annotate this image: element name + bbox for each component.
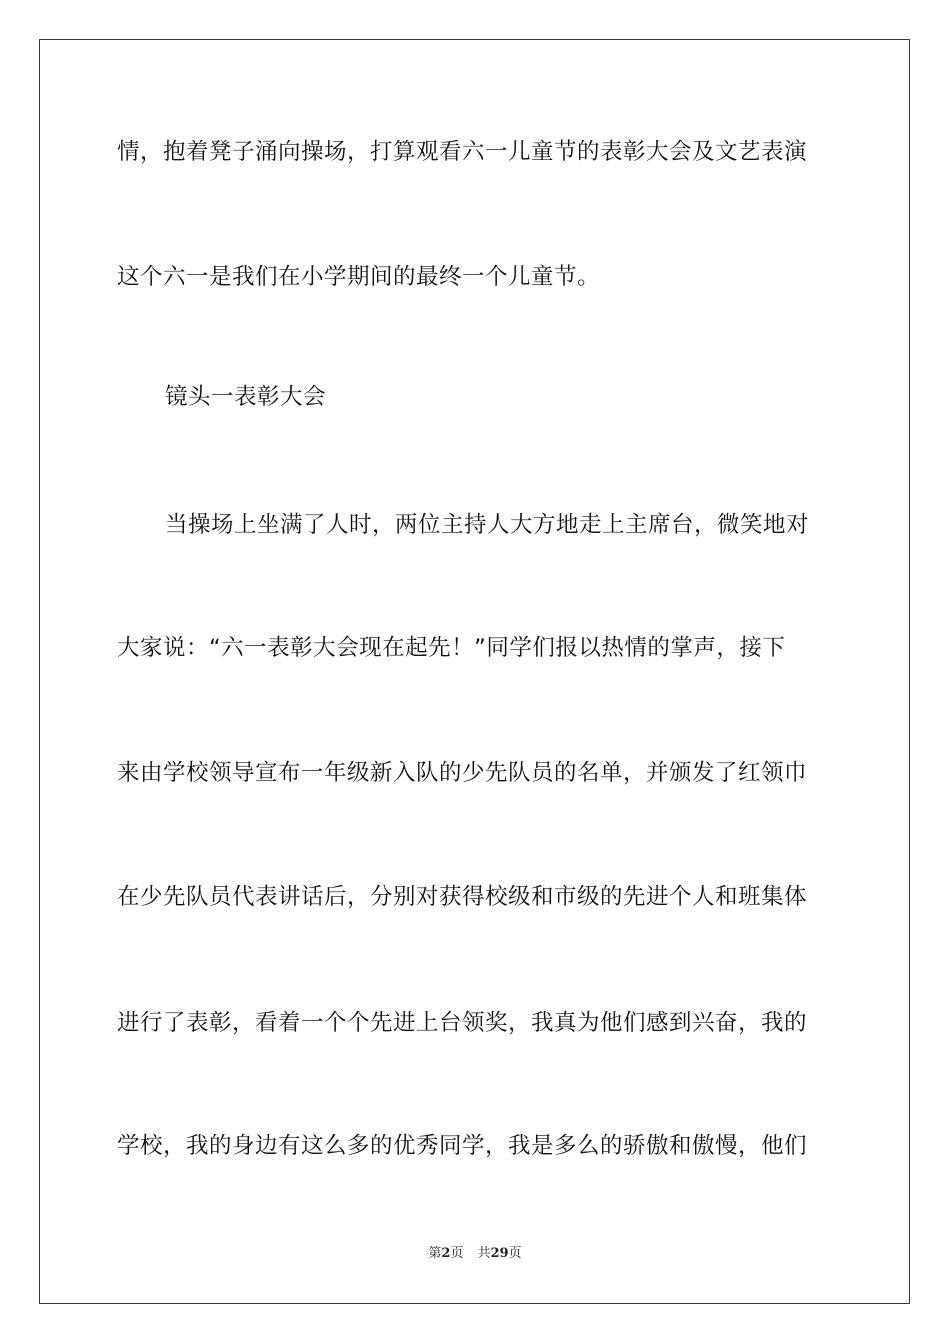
text-line-2: 这个六一是我们在小学期间的最终一个儿童节。 xyxy=(117,264,601,290)
text-line-1: 情，抱着凳子涌向操场，打算观看六一儿童节的表彰大会及文艺表演 xyxy=(117,139,808,165)
section-heading: 镜头一表彰大会 xyxy=(165,384,327,410)
text-line-4: 当操场上坐满了人时，两位主持人大方地走上主席台，微笑地对 xyxy=(165,512,810,538)
text-line-9: 学校，我的身边有这么多的优秀同学，我是多么的骄傲和傲慢，他们 xyxy=(117,1133,808,1159)
page-footer xyxy=(0,1246,950,1262)
text-line-6: 来由学校领导宣布一年级新入队的少先队员的名单，并颁发了红领巾 xyxy=(117,760,808,786)
total-suffix: 页 xyxy=(508,1246,522,1261)
text-line-8: 进行了表彰，看着一个个先进上台领奖，我真为他们感到兴奋，我的 xyxy=(117,1010,808,1036)
page-number: 2 xyxy=(441,1246,451,1261)
text-line-5: 大家说：“六一表彰大会现在起先！”同学们报以热情的掌声，接下 xyxy=(117,635,786,661)
page-prefix: 第 xyxy=(428,1246,442,1261)
text-line-7: 在少先队员代表讲话后，分别对获得校级和市级的先进个人和班集体 xyxy=(117,884,808,910)
page-frame xyxy=(39,39,910,1304)
total-prefix: 共 xyxy=(477,1246,491,1261)
page-suffix: 页 xyxy=(450,1246,464,1261)
total-pages: 29 xyxy=(490,1246,509,1261)
